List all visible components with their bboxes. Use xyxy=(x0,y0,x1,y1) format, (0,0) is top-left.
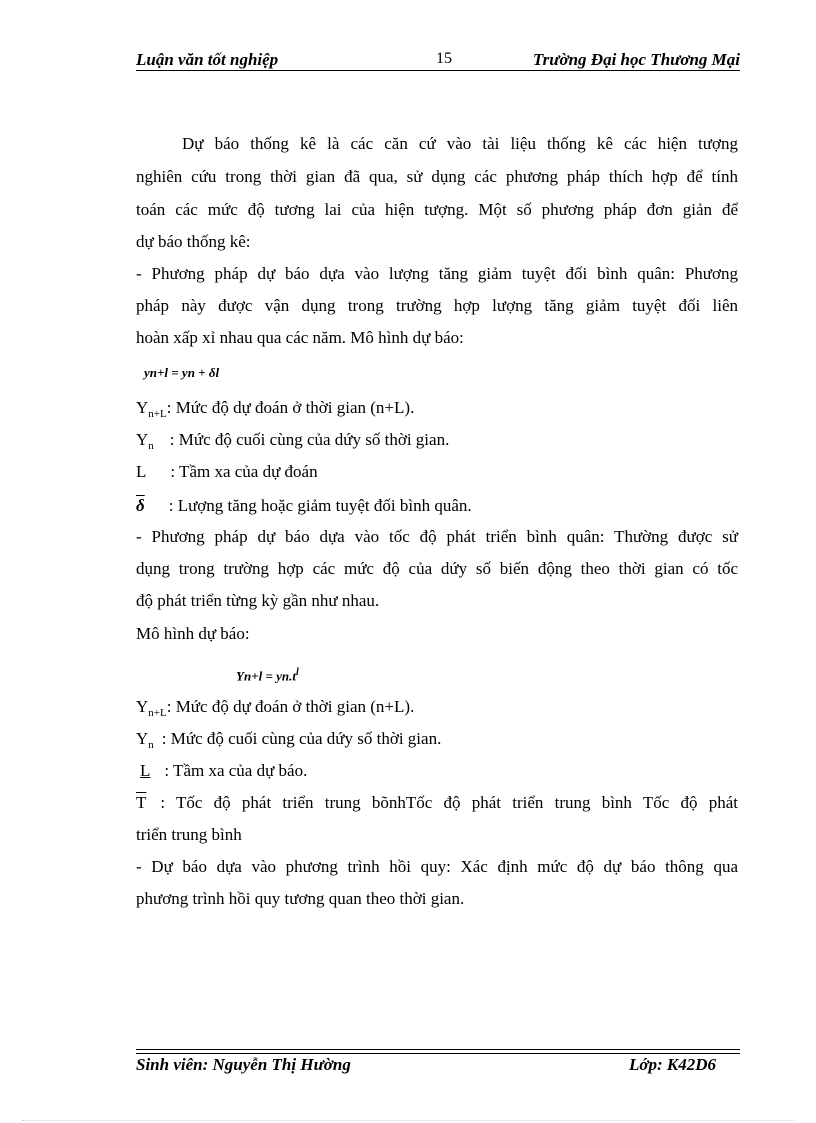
page-bottom-dotted-edge xyxy=(22,1120,794,1121)
formula-absolute-change: yn+l = yn + δl xyxy=(144,365,220,380)
def2-forecast-level xyxy=(136,696,414,724)
paragraph-2-line-1: - Phương pháp dự báo dựa vào lượng tăng giảm tuyệt đối bình quân: Phương xyxy=(136,264,738,283)
paragraph-3-line-3: độ phát triển từng kỳ gần như nhau. xyxy=(136,591,380,610)
def2-symbol-l: L xyxy=(140,761,151,780)
def1-forecast-level xyxy=(136,397,414,425)
def1-symbol-l: L xyxy=(136,462,147,481)
def2-subscript-nl: n+L xyxy=(148,707,167,719)
def1-text-range: : Tầm xa của dự đoán xyxy=(170,462,318,481)
def2-text-growth: : Tốc độ phát triển trung bõnhTốc độ phát triển trung bình Tốc độ phát xyxy=(160,793,738,812)
def2-symbol-yn: Y xyxy=(136,729,149,748)
formula2-main: Yn+l = yn.t xyxy=(236,668,296,684)
def1-symbol-delta: $\overline{\delta}$ xyxy=(136,496,145,515)
paragraph-2-line-2: pháp này được vận dụng trong trường hợp lượng tăng giảm tuyệt đối liên xyxy=(136,296,738,315)
def2-text-range: : Tầm xa của dự báo. xyxy=(164,761,308,780)
def1-range xyxy=(136,461,318,483)
def2-growth-rate xyxy=(136,792,738,814)
def1-symbol-y: Y xyxy=(136,398,149,417)
def2-symbol-t: $\overline{T}$ xyxy=(136,793,147,812)
def2-text-last: : Mức độ cuối cùng của dứy số thời gian. xyxy=(161,729,442,748)
header-rule xyxy=(136,70,740,71)
paragraph-2-line-3: hoàn xấp xỉ nhau qua các năm. Mô hình dự báo: xyxy=(136,328,464,347)
def1-delta xyxy=(136,495,472,517)
def1-text-delta: : Lượng tăng hoặc giảm tuyệt đối bình quân. xyxy=(168,496,472,515)
header-thesis-title: Luận văn tốt nghiệp xyxy=(136,50,279,69)
def2-growth-rate-cont: triển trung bình xyxy=(136,825,242,844)
footer-class: Lớp: K42D6 xyxy=(628,1055,716,1074)
paragraph-4-line-1: - Dự báo dựa vào phương trình hồi quy: Xác định mức độ dự báo thông qua xyxy=(136,857,738,876)
paragraph-1-line-2: nghiên cứu trong thời gian đã qua, sử dụng các phương pháp thích hợp để tính xyxy=(136,167,738,186)
def1-text-last: : Mức độ cuối cùng của dứy số thời gian. xyxy=(169,430,450,449)
footer-rule-top xyxy=(136,1049,740,1050)
paragraph-1-line-3: toán các mức độ tương lai của hiện tượng. Một số phương pháp đơn giản để xyxy=(136,200,738,219)
def2-subscript-n: n xyxy=(148,739,154,751)
def1-last-level xyxy=(136,429,449,457)
def2-range xyxy=(140,760,307,782)
paragraph-3-line-2: dụng trong trường hợp các mức độ của dứy số biến động theo thời gian có tốc xyxy=(136,559,738,578)
paragraph-1-line-4: dự báo thống kê: xyxy=(136,232,251,251)
page-header xyxy=(136,48,740,72)
header-page-number: 15 xyxy=(436,50,452,67)
model-label: Mô hình dự báo: xyxy=(136,624,250,643)
paragraph-1-line-1: Dự báo thống kê là các căn cứ vào tài liệu thống kê các hiện tượng xyxy=(182,134,738,153)
footer-student: Sinh viên: Nguyễn Thị Hường xyxy=(136,1055,351,1074)
def2-text-forecast: : Mức độ dự đoán ở thời gian (n+L). xyxy=(166,697,415,716)
def1-subscript-n: n xyxy=(148,440,154,452)
def2-last-level xyxy=(136,728,441,756)
header-university: Trường Đại học Thương Mại xyxy=(532,50,740,69)
paragraph-4-line-2: phương trình hồi quy tương quan theo thời gian. xyxy=(136,889,465,908)
formula2-exponent: l xyxy=(295,667,299,678)
paragraph-3-line-1: - Phương pháp dự báo dựa vào tốc độ phát triển bình quân: Thường được sử xyxy=(136,527,738,546)
def1-text-forecast: : Mức độ dự đoán ở thời gian (n+L). xyxy=(166,398,415,417)
def1-symbol-yn: Y xyxy=(136,430,149,449)
formula-growth-rate xyxy=(236,662,299,687)
footer-rule-bottom xyxy=(136,1053,740,1054)
def2-symbol-y: Y xyxy=(136,697,149,716)
def1-subscript-nl: n+L xyxy=(148,408,167,420)
